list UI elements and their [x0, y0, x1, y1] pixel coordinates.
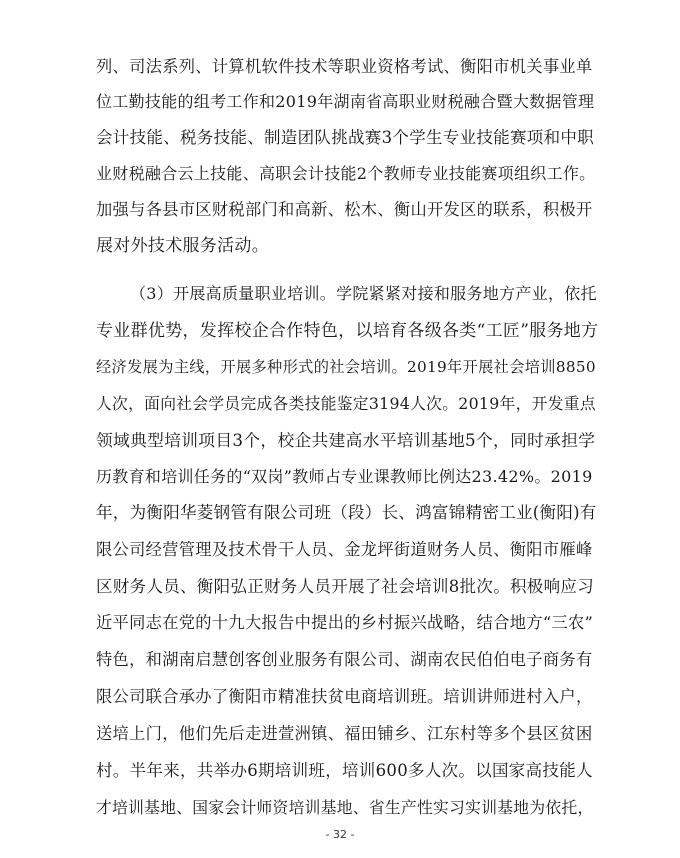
- text-line: 专业群优势，发挥校企合作特色，以培育各级各类“工匠”服务地方: [96, 321, 599, 341]
- text-line: 会计技能、税务技能、制造团队挑战赛3个学生专业技能赛项和中职: [96, 128, 594, 147]
- text-line: 位工勤技能的组考工作和2019年湖南省高职业财税融合暨大数据管理: [96, 92, 595, 111]
- text-line: 历教育和培训任务的“双岗”教师占专业课教师比例达23.42%。2019: [96, 467, 593, 486]
- text-line: 展对外技术服务活动。: [96, 236, 269, 256]
- text-line: 经济发展为主线，开展多种形式的社会培训。2019年开展社会培训8850: [96, 358, 596, 376]
- text-line: 近平同志在党的十九大报告中提出的乡村振兴战略，结合地方“三农”: [96, 613, 594, 632]
- paragraph-heading-line: （3）开展高质量职业培训。学院紧紧对接和服务地方产业，依托: [130, 284, 597, 303]
- text-line: 区财务人员、衡阳弘正财务人员开展了社会培训8批次。积极响应习: [96, 577, 594, 596]
- text-line: 送培上门，他们先后走进萱洲镇、福田铺乡、江东村等多个县区贫困: [96, 724, 593, 743]
- text-line: 年，为衡阳华菱钢管有限公司班（段）长、鸿富锦精密工业(衡阳)有: [96, 503, 597, 522]
- text-line: 特色，和湖南启慧创客创业服务有限公司、湖南农民伯伯电子商务有: [96, 650, 593, 669]
- text-line: 人次，面向社会学员完成各类技能鉴定3194人次。2019年，开发重点: [96, 394, 596, 413]
- text-line: 才培训基地、国家会计师资培训基地、省生产性实习实训基地为依托，: [96, 798, 594, 817]
- page-number: - 32 -: [325, 828, 355, 841]
- text-line: 加强与各县市区财税部门和高新、松木、衡山开发区的联系，积极开: [96, 200, 593, 219]
- text-line: 村。半年来，共举办6期培训班，培训600多人次。以国家高技能人: [96, 761, 593, 780]
- text-line: 列、司法系列、计算机软件技术等职业资格考试、衡阳市机关事业单: [96, 57, 593, 76]
- text-line: 限公司经营管理及技术骨干人员、金龙坪街道财务人员、衡阳市雁峰: [96, 540, 593, 559]
- text-line: 领域典型培训项目3个，校企共建高水平培训基地5个，同时承担学: [96, 430, 596, 450]
- text-line: 限公司联合承办了衡阳市精准扶贫电商培训班。培训讲师进村入户，: [96, 687, 593, 706]
- text-line: 业财税融合云上技能、高职会计技能2个教师专业技能赛项组织工作。: [96, 164, 596, 183]
